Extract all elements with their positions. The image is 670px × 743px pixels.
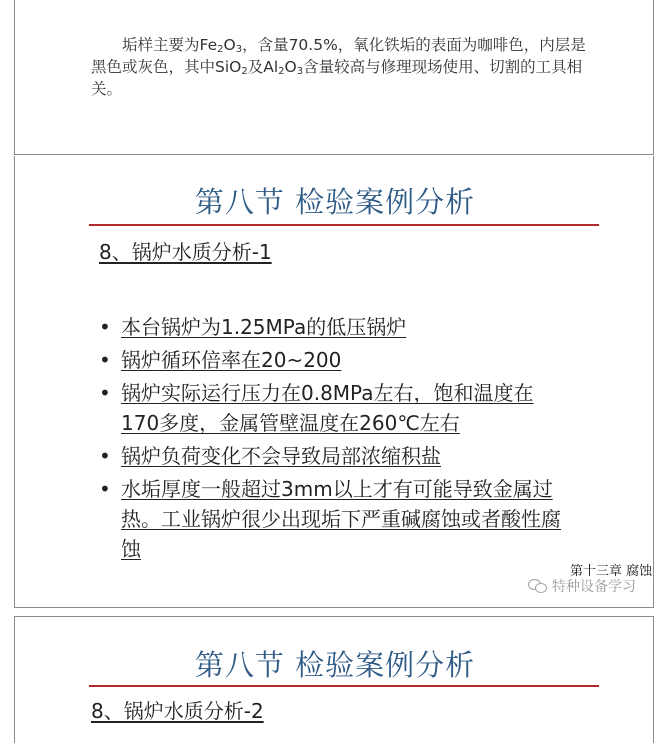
watermark bbox=[528, 576, 636, 596]
slide-title: 第八节 检验案例分析 bbox=[194, 185, 476, 219]
slide-2 bbox=[14, 156, 654, 608]
title-divider bbox=[89, 224, 599, 226]
bullet-list bbox=[99, 312, 569, 567]
watermark-text: 特种设备学习 bbox=[552, 579, 636, 595]
slide-3 bbox=[14, 616, 654, 743]
bullet-item: • 锅炉负荷变化不会导致局部浓缩积盐 bbox=[99, 441, 569, 471]
bullet-item: • 锅炉循环倍率在20~200 bbox=[99, 345, 569, 375]
bullet-item: • 锅炉实际运行压力在0.8MPa左右，饱和温度在170多度，金属管壁温度在260℃左右 bbox=[99, 378, 569, 438]
scale-composition-paragraph: 垢样主要为$Fe_2O_3$，含量70.5%，氧化铁垢的表面为咖啡色，内层是黑色或灰色，其中SiO$_2$及$Al_2O_3$含量较高与修理现场使用、切割的工具相关。 bbox=[91, 36, 586, 98]
slide-title: 第八节 检验案例分析 bbox=[194, 648, 476, 682]
slide-subtitle: 8、锅炉水质分析-2 bbox=[91, 699, 264, 723]
bullet-item: • 本台锅炉为1.25MPa的低压锅炉 bbox=[99, 312, 569, 342]
wechat-icon bbox=[528, 578, 548, 594]
slide-1 bbox=[14, 0, 654, 155]
slide-subtitle: 8、锅炉水质分析-1 bbox=[99, 240, 272, 264]
chapter-tag: 第十三章 腐蚀 bbox=[570, 564, 653, 579]
title-divider bbox=[89, 685, 599, 687]
bullet-item: • 水垢厚度一般超过3mm以上才有可能导致金属过热。工业锅炉很少出现垢下严重碱腐蚀或者酸性腐蚀 bbox=[99, 474, 569, 564]
